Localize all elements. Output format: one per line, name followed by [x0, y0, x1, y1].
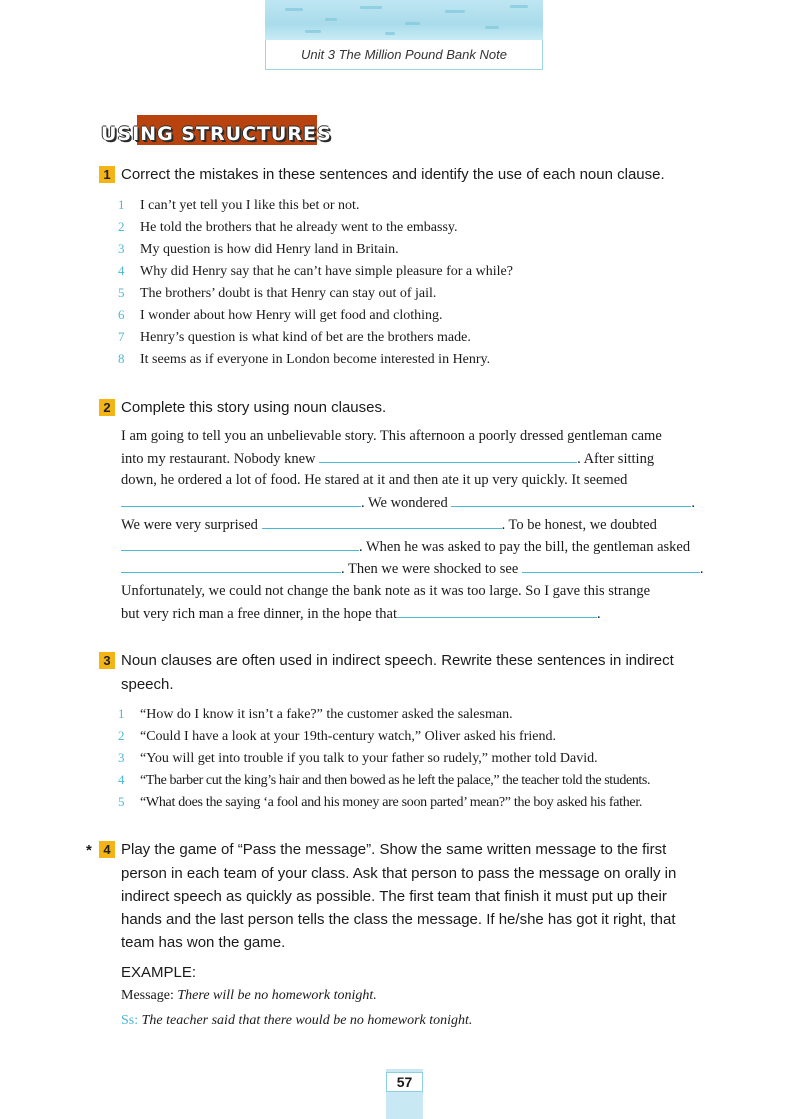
story-line: . We wondered .	[121, 494, 695, 512]
question-2-number: 2	[99, 399, 115, 416]
question-2-instruction: Complete this story using noun clauses.	[121, 399, 387, 416]
question-4-line: person in each team of your class. Ask that person to pass the message on orally in	[121, 865, 677, 882]
fill-blank[interactable]	[522, 560, 700, 573]
header-decoration	[265, 0, 543, 40]
q1-item: 1 I can’t yet tell you I like this bet or not.	[118, 197, 360, 213]
section-banner	[101, 121, 332, 147]
story-line: into my restaurant. Nobody knew . After sitting	[121, 451, 655, 467]
page-number: 57	[386, 1072, 423, 1092]
q3-item: 1 “How do I know it isn’t a fake?” the customer asked the salesman.	[118, 706, 513, 722]
q1-item: 5 The brothers’ doubt is that Henry can stay out of jail.	[118, 285, 437, 301]
story-line: We were very surprised . To be honest, we doubted	[121, 517, 657, 533]
question-4-line: indirect speech as quickly as possible. The first team that finish it must put up their	[121, 888, 667, 905]
story-line: Unfortunately, we could not change the bank note as it was too large. So I gave this strange	[121, 583, 651, 599]
q3-item: 5 “What does the saying ‘a fool and his money are soon parted’ mean?” the boy asked his father.	[118, 794, 643, 810]
fill-blank[interactable]	[121, 560, 341, 573]
example-label: EXAMPLE:	[121, 964, 197, 981]
q3-item: 4 “The barber cut the king’s hair and then bowed as he left the palace,” the teacher told the students.	[118, 772, 651, 788]
question-3-number: 3	[99, 652, 115, 669]
question-4-number: 4	[99, 841, 115, 858]
story-line: . When he was asked to pay the bill, the gentleman asked	[121, 538, 690, 556]
q1-item: 2 He told the brothers that he already went to the embassy.	[118, 219, 458, 235]
question-3-instruction-cont: speech.	[121, 676, 174, 693]
q3-item: 3 “You will get into trouble if you talk to your father so rudely,” mother told David.	[118, 750, 598, 766]
story-line: . Then we were shocked to see .	[121, 560, 704, 578]
fill-blank[interactable]	[121, 494, 361, 507]
q1-item: 4 Why did Henry say that he can’t have simple pleasure for a while?	[118, 263, 513, 279]
story-line: but very rich man a free dinner, in the hope that .	[121, 606, 601, 622]
fill-blank[interactable]	[397, 605, 597, 618]
question-3-instruction: Noun clauses are often used in indirect speech. Rewrite these sentences in indirect	[121, 652, 674, 669]
q3-item: 2 “Could I have a look at your 19th-century watch,” Oliver asked his friend.	[118, 728, 556, 744]
optional-star: *	[86, 842, 92, 859]
section-banner-text: USING STRUCTURES	[101, 123, 332, 145]
question-4-line: hands and the last person tells the class the message. If he/she has got it right, that	[121, 911, 676, 928]
example-response: Ss: The teacher said that there would be no homework tonight.	[121, 1013, 473, 1028]
question-4-line: Play the game of “Pass the message”. Show the same written message to the first	[121, 841, 667, 858]
question-1-number: 1	[99, 166, 115, 183]
fill-blank[interactable]	[121, 538, 359, 551]
q1-item: 8 It seems as if everyone in London become interested in Henry.	[118, 351, 491, 367]
q1-item: 6 I wonder about how Henry will get food and clothing.	[118, 307, 443, 323]
fill-blank[interactable]	[262, 516, 502, 529]
fill-blank[interactable]	[319, 450, 577, 463]
q1-item: 7 Henry’s question is what kind of bet are the brothers made.	[118, 329, 471, 345]
question-4-line: team has won the game.	[121, 934, 286, 951]
question-1-instruction: Correct the mistakes in these sentences and identify the use of each noun clause.	[121, 166, 665, 183]
fill-blank[interactable]	[451, 494, 691, 507]
example-message: Message: There will be no homework tonight.	[121, 988, 377, 1003]
unit-header	[265, 40, 543, 70]
story-line: down, he ordered a lot of food. He stared at it and then ate it up very quickly. It seemed	[121, 472, 628, 488]
unit-title: Unit 3 The Million Pound Bank Note	[301, 47, 507, 62]
story-line: I am going to tell you an unbelievable story. This afternoon a poorly dressed gentleman came	[121, 428, 662, 444]
q1-item: 3 My question is how did Henry land in Britain.	[118, 241, 399, 257]
